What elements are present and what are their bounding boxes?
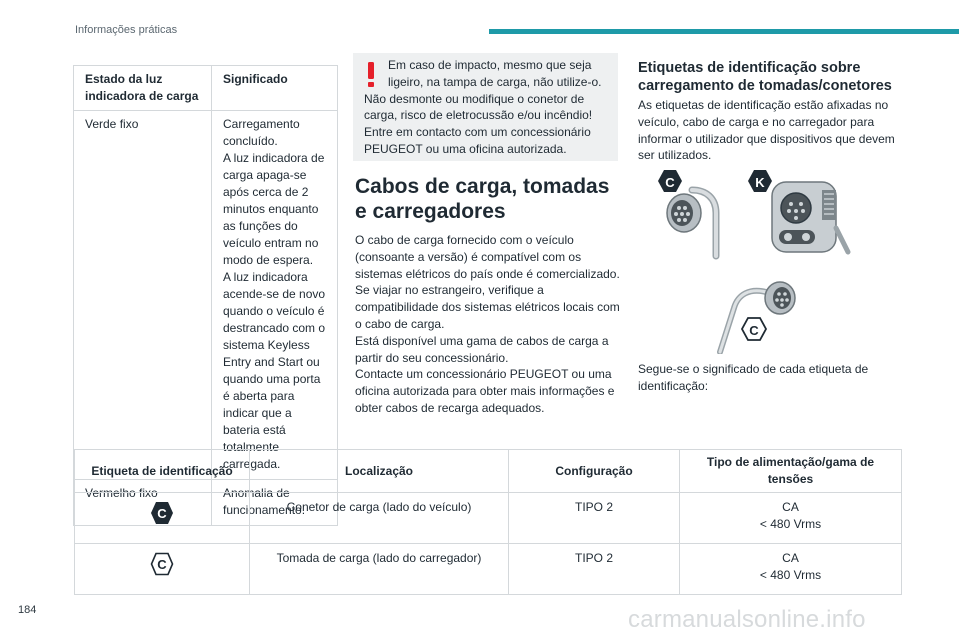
warning-line: Não desmonte ou modifique o conetor de carga, risco de eletrocussão e/ou incêndio! bbox=[364, 91, 593, 123]
page-number: 184 bbox=[18, 604, 37, 616]
badge-cell bbox=[75, 493, 250, 544]
labels-intro: As etiquetas de identificação estão afixadas no veículo, cabo de carga e no carregador para informar o utilizador que dispositivos que devem ser utilizados. bbox=[638, 98, 895, 163]
config-cell: TIPO 2 bbox=[509, 493, 680, 544]
meaning-line: A luz indicadora acende-se de novo quando o veículo é destrancado com o sistema Keyless Entry and Start ou quando uma porta é aberta para indicar que a bateria está totalmente carregada. bbox=[223, 270, 326, 471]
state-cell: Verde fixo bbox=[74, 111, 212, 480]
col-header-location: Localização bbox=[250, 450, 509, 493]
paragraph: Contacte um concessionário PEUGEOT ou uma oficina autorizada para obter mais informações e obter cabos de recarga adequados. bbox=[355, 367, 615, 415]
location-cell: Conetor de carga (lado do veículo) bbox=[250, 493, 509, 544]
table-row bbox=[75, 544, 902, 595]
watermark: carmanualsonline.info bbox=[628, 606, 866, 633]
section-title: Cabos de carga, tomadas e carregadores bbox=[355, 175, 610, 223]
supply-cell bbox=[680, 493, 902, 544]
location-cell: Tomada de carga (lado do carregador) bbox=[250, 544, 509, 595]
meaning-text bbox=[223, 116, 329, 473]
config-cell: TIPO 2 bbox=[509, 544, 680, 595]
warning-text bbox=[364, 57, 614, 158]
identification-table bbox=[74, 449, 902, 595]
c-filled-icon bbox=[150, 501, 174, 525]
meaning-line: A luz indicadora de carga apaga-se após cerca de 2 minutos enquanto as funções do veículo entram no modo de espera. bbox=[223, 151, 325, 267]
labels-section-title: Etiquetas de identificação sobre carregamento de tomadas/conetores bbox=[638, 60, 892, 94]
table-row bbox=[75, 493, 902, 544]
col-header-label: Etiqueta de identificação bbox=[75, 450, 250, 493]
col-header-config: Configuração bbox=[509, 450, 680, 493]
table-header-meaning: Significado bbox=[212, 66, 338, 111]
badge-k-label: K bbox=[755, 175, 765, 190]
paragraph: Está disponível uma gama de cabos de carga a partir do seu concessionário. bbox=[355, 333, 609, 365]
table-row bbox=[74, 111, 338, 480]
c-outline-icon bbox=[150, 552, 174, 576]
supply-type: CA bbox=[782, 551, 799, 565]
header-accent-bar bbox=[489, 29, 959, 34]
vehicle-connector-illustration bbox=[642, 168, 746, 260]
table-header-state: Estado da luz indicadora de carga bbox=[74, 66, 212, 111]
warning-line: Em caso de impacto, mesmo que seja ligeiro, na tampa de carga, não utilize-o. bbox=[388, 58, 602, 89]
meaning-cell: Anomalia de funcionamento. bbox=[212, 480, 338, 526]
badge-c-label: C bbox=[665, 175, 675, 190]
warning-line: Entre em contacto com um concessionário PEUGEOT ou uma oficina autorizada. bbox=[364, 125, 591, 156]
badge-cell bbox=[75, 544, 250, 595]
meaning-line: Carregamento concluído. bbox=[223, 117, 300, 148]
running-header: Informações práticas bbox=[75, 24, 178, 36]
paragraph: O cabo de carga fornecido com o veículo (consoante a versão) é compatível com os sistemas elétricos do país onde é comercializado. Se viajar no estrangeiro, verifique a compatibilidade dos sistemas elétricos locais com o cabo de carga. bbox=[355, 233, 620, 331]
supply-range: < 480 Vrms bbox=[759, 517, 822, 531]
cables-body bbox=[355, 232, 623, 417]
state-cell: Vermelho fixo bbox=[74, 480, 212, 526]
supply-type: CA bbox=[782, 500, 799, 514]
badge-text: C bbox=[157, 506, 167, 521]
badge-text: C bbox=[157, 557, 167, 572]
supply-range: < 480 Vrms bbox=[759, 568, 822, 582]
charger-socket-illustration bbox=[742, 168, 852, 260]
supply-cell bbox=[680, 544, 902, 595]
col-header-supply: Tipo de alimentação/gama de tensões bbox=[680, 450, 902, 493]
charger-plug-illustration bbox=[700, 278, 804, 354]
badge-c-outline-label: C bbox=[749, 323, 759, 338]
meaning-cell bbox=[212, 111, 338, 480]
labels-outro: Segue-se o significado de cada etiqueta de identificação: bbox=[638, 362, 869, 393]
